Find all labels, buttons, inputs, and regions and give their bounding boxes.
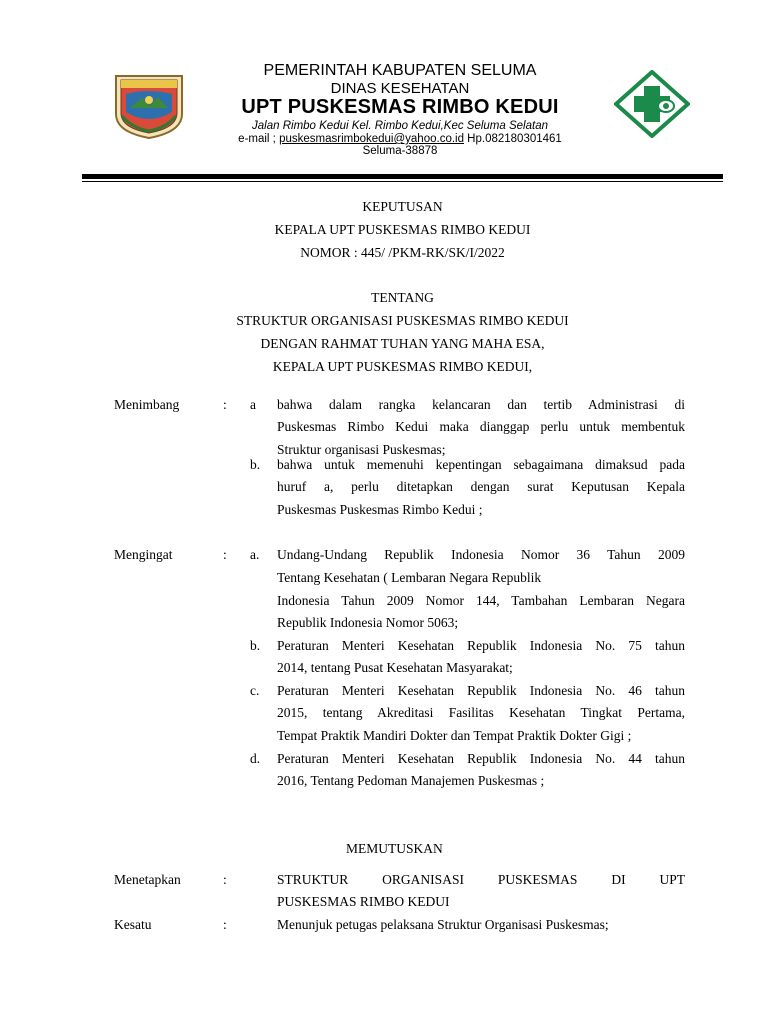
- mengingat-item-d-line2: 2016, Tentang Pedoman Manajemen Puskesmas ;: [277, 773, 545, 788]
- decree-subject: STRUKTUR ORGANISASI PUSKESMAS RIMBO KEDUI: [236, 313, 569, 328]
- decree-number: NOMOR : 445/ /PKM-RK/SK/I/2022: [300, 245, 505, 260]
- mengingat-item-d-line1: Peraturan Menteri Kesehatan Republik Indonesia No. 44 tahun: [277, 751, 685, 766]
- phone-number: Hp.082180301461: [463, 133, 562, 145]
- menimbang-label: Menimbang: [114, 397, 180, 412]
- header-divider-thick: [82, 174, 723, 179]
- mengingat-item-c-line3: Tempat Praktik Mandiri Dokter dan Tempat Praktik Dokter Gigi ;: [277, 728, 632, 743]
- mengingat-item-a-line4: Republik Indonesia Nomor 5063;: [277, 615, 459, 630]
- header-department-line: DINAS KESEHATAN: [330, 80, 470, 97]
- menimbang-colon: :: [223, 397, 227, 412]
- mengingat-item-b-mark: b.: [250, 638, 261, 653]
- header-contact-line: [170, 133, 630, 145]
- mengingat-item-c-line2: 2015, tentang Akreditasi Fasilitas Kesehatan Tingkat Pertama,: [277, 705, 685, 720]
- header-institution-name: UPT PUSKESMAS RIMBO KEDUI: [241, 96, 559, 118]
- mengingat-label: Mengingat: [114, 547, 173, 562]
- mengingat-item-a-line3: Indonesia Tahun 2009 Nomor 144, Tambahan Lembaran Negara: [277, 593, 685, 608]
- menimbang-item-b-line1: bahwa untuk memenuhi kepentingan sebagaimana dimaksud pada: [277, 457, 685, 472]
- header-city: Seluma-38878: [362, 145, 438, 157]
- mengingat-item-a-line1: Undang-Undang Republik Indonesia Nomor 36 Tahun 2009: [277, 547, 685, 562]
- decree-issuer-closing: KEPALA UPT PUSKESMAS RIMBO KEDUI,: [272, 359, 533, 374]
- menimbang-item-b-line2: huruf a, perlu ditetapkan dengan surat Keputusan Kepala: [277, 479, 685, 494]
- mengingat-colon: :: [223, 547, 227, 562]
- menimbang-item-a-line3: Struktur organisasi Puskesmas;: [277, 442, 446, 457]
- menetapkan-colon: :: [223, 872, 227, 887]
- mengingat-item-d-mark: d.: [250, 751, 261, 766]
- puskesmas-logo: [614, 70, 690, 138]
- menimbang-item-a-mark: a: [250, 397, 256, 412]
- mengingat-item-a-mark: a.: [250, 547, 260, 562]
- menimbang-item-b-line3: Puskesmas Puskesmas Rimbo Kedui ;: [277, 502, 483, 517]
- header-government-line: PEMERINTAH KABUPATEN SELUMA: [263, 62, 537, 79]
- kesatu-label: Kesatu: [114, 917, 152, 932]
- header-divider-thin: [82, 181, 723, 182]
- menetapkan-label: Menetapkan: [114, 872, 181, 887]
- decree-title: KEPUTUSAN: [362, 199, 443, 214]
- kesatu-text: Menunjuk petugas pelaksana Struktur Organisasi Puskesmas;: [277, 917, 609, 932]
- menetapkan-line2: PUSKESMAS RIMBO KEDUI: [277, 894, 450, 909]
- mengingat-item-b-line1: Peraturan Menteri Kesehatan Republik Indonesia No. 75 tahun: [277, 638, 685, 653]
- decree-issuer: KEPALA UPT PUSKESMAS RIMBO KEDUI: [274, 222, 531, 237]
- menetapkan-line1: STRUKTUR ORGANISASI PUSKESMAS DI UPT: [277, 872, 685, 887]
- decree-about-label: TENTANG: [371, 290, 434, 305]
- memutuskan-heading: MEMUTUSKAN: [346, 841, 443, 856]
- menimbang-item-a-line1: bahwa dalam rangka kelancaran dan tertib Administrasi di: [277, 397, 685, 412]
- kesatu-colon: :: [223, 917, 227, 932]
- menimbang-item-b-mark: b.: [250, 457, 261, 472]
- header-address: Jalan Rimbo Kedui Kel. Rimbo Kedui,Kec Seluma Selatan: [252, 120, 548, 132]
- email-link[interactable]: puskesmasrimbokedui@yahoo.co.id: [279, 133, 464, 145]
- mengingat-item-c-line1: Peraturan Menteri Kesehatan Republik Indonesia No. 46 tahun: [277, 683, 685, 698]
- decree-invocation: DENGAN RAHMAT TUHAN YANG MAHA ESA,: [260, 336, 545, 351]
- mengingat-item-a-line2: Tentang Kesehatan ( Lembaran Negara Republik: [277, 570, 542, 585]
- mengingat-item-b-line2: 2014, tentang Pusat Kesehatan Masyarakat;: [277, 660, 513, 675]
- menimbang-item-a-line2: Puskesmas Rimbo Kedui maka dianggap perlu untuk membentuk: [277, 419, 685, 434]
- email-prefix: e-mail ;: [238, 133, 280, 145]
- mengingat-item-c-mark: c.: [250, 683, 260, 698]
